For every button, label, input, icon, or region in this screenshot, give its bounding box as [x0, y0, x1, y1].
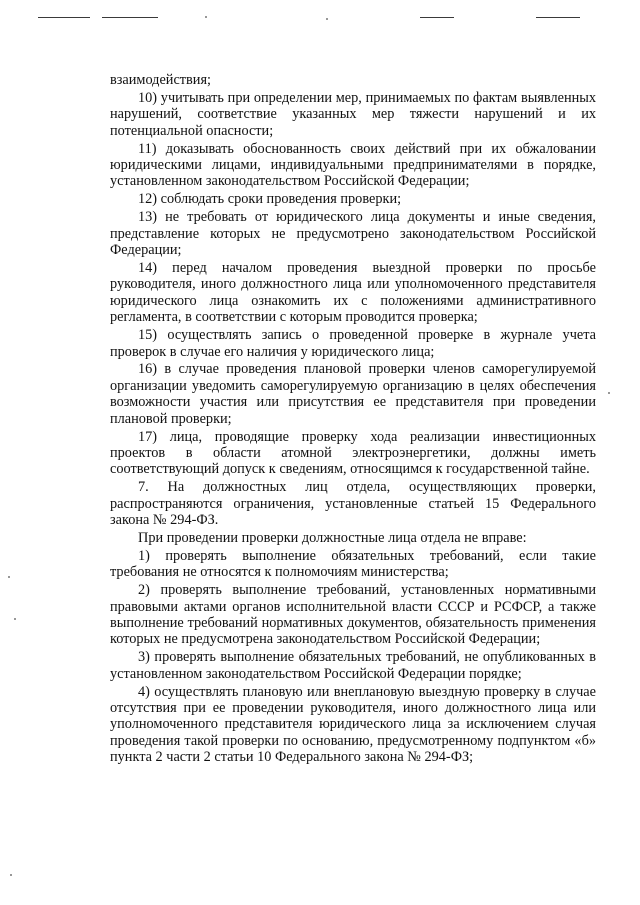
paragraph-prohibition-4: 4) осуществлять плановую или внеплановую выездную проверку в случае отсутствия при ее проведении руководителя, иного должностного лица или уполномоченного представителя юридического лица за исключением случая проведения такой проверки по основанию, предусмотренному подпунктом «б» пункта 2 части 2 статьи 10 Федерального закона № 294-ФЗ; — [110, 683, 596, 766]
scan-speck — [608, 392, 610, 394]
scan-speck — [10, 874, 12, 876]
paragraph-prohibition-2: 2) проверять выполнение требований, установленных нормативными правовыми актами органов исполнительной власти СССР и РСФСР, а также выполнение требований нормативных документов, обязательность применения которых не предусмотрена законодательством Российской Федерации; — [110, 582, 596, 648]
paragraph-item-13: 13) не требовать от юридического лица документы и иные сведения, представление которых не предусмотрено законодательством Российской Федерации; — [110, 209, 596, 259]
paragraph-item-10: 10) учитывать при определении мер, принимаемых по фактам выявленных нарушений, соответствие указанных мер тяжести нарушений и их потенциальной опасности; — [110, 89, 596, 139]
scan-edge-line — [536, 17, 580, 18]
paragraph-item-15: 15) осуществлять запись о проведенной проверке в журнале учета проверок в случае его наличия у юридического лица; — [110, 327, 596, 360]
paragraph-section-7: 7. На должностных лиц отдела, осуществляющих проверки, распространяются ограничения, установленные статьей 15 Федерального закона № 294-ФЗ. — [110, 479, 596, 529]
scan-speck — [205, 16, 207, 18]
scan-edge-line — [38, 17, 90, 18]
paragraph-item-12: 12) соблюдать сроки проведения проверки; — [138, 191, 402, 208]
paragraph-continuation: взаимодействия; — [110, 72, 211, 88]
paragraph-prohibition-3: 3) проверять выполнение обязательных требований, не опубликованных в установленном законодательством Российской Федерации порядке; — [110, 649, 596, 682]
document-body — [110, 72, 596, 767]
paragraph-item-16: 16) в случае проведения плановой проверки членов саморегулируемой организации уведомить саморегулируемую организацию в целях обеспечения возможности участия или присутствия ее представителя при проведении плановой проверки; — [110, 361, 596, 427]
paragraph-prohibitions-intro: При проведении проверки должностные лица отдела не вправе: — [138, 529, 527, 546]
scan-speck — [14, 618, 16, 620]
paragraph-prohibition-1: 1) проверять выполнение обязательных требований, если такие требования не относятся к полномочиям министерства; — [110, 547, 596, 581]
paragraph-item-17: 17) лица, проводящие проверку хода реализации инвестиционных проектов в области атомной электроэнергетики, должны иметь соответствующий допуск к сведениям, относящимся к государственной тайне. — [110, 428, 596, 478]
scan-edge-line — [102, 17, 158, 18]
paragraph-item-11: 11) доказывать обоснованность своих действий при их обжаловании юридическими лицами, индивидуальными предпринимателями в порядке, установленном законодательством Российской Федерации; — [110, 140, 596, 190]
scan-speck — [326, 18, 328, 20]
paragraph-item-14: 14) перед началом проведения выездной проверки по просьбе руководителя, иного должностного лица или уполномоченного представителя юридического лица ознакомить их с положениями административного регламента, в соответствии с которым проводится проверка; — [110, 259, 596, 326]
scan-edge-line — [420, 17, 454, 18]
scan-speck — [8, 576, 10, 578]
